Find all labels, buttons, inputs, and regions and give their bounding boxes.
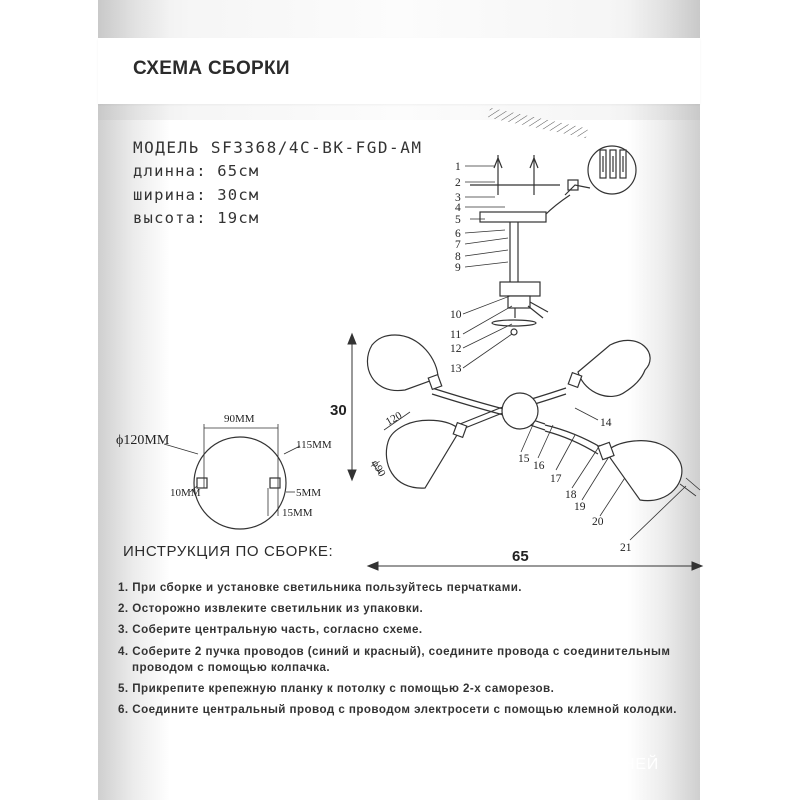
part-label-7: 7 [455,239,461,251]
part-label-1: 1 [455,161,461,173]
dim-hole-spacing: 90MM [224,413,255,425]
spec-width: ширина: 30см [133,186,260,204]
part-label-6: 6 [455,228,461,240]
part-label-15: 15 [518,453,530,465]
dim-plate-bottom: 15MM [282,507,313,519]
chandelier-body [432,388,602,454]
part-label-5: 5 [455,214,461,226]
part-label-19: 19 [574,501,586,513]
brand-logo: СЕМЬОГНЕЙ [550,756,660,773]
part-label-8: 8 [455,251,461,263]
dim-plate-slot: 5MM [296,487,322,499]
mounting-screws [470,155,560,195]
part-label-9: 9 [455,262,461,274]
ceiling-plate-plan [164,424,300,529]
page-title: СХЕМА СБОРКИ [133,58,290,79]
instruction-step-4: 4. Соберите 2 пучка проводов (синий и красный), соедините провода с соединительным проводом с помощью колпачка. [118,644,671,674]
spec-height: высота: 19см [133,209,260,227]
part-label-13: 13 [450,363,462,375]
part-label-10: 10 [450,309,462,321]
dim-shade-diameter: ϕ90 [368,458,388,479]
instruction-step-3: 3. Соберите центральную часть, согласно схеме. [118,623,423,637]
spec-length: длинна: 65см [133,162,260,180]
instructions-title: ИНСТРУКЦИЯ ПО СБОРКЕ: [123,543,334,560]
part-label-4: 4 [455,202,461,214]
part-label-20: 20 [592,516,604,528]
instruction-steps [118,580,698,723]
dim-plate-right: 115MM [296,439,332,451]
mounting-plate-assembly [480,212,548,335]
overall-width-label: 65 [512,548,529,565]
dim-plate-diameter: ϕ120MM [116,433,170,448]
ceiling-hatch [488,108,588,139]
part-label-12: 12 [450,343,462,355]
part-label-14: 14 [600,417,612,429]
model-name: МОДЕЛЬ SF3368/4C-BK-FGD-AM [133,138,423,157]
instruction-step-1: 1. При сборке и установке светильника пользуйтесь перчатками. [118,581,522,594]
wire-detail-callout [545,146,636,215]
instruction-step-6: 6. Соедините центральный провод с проводом электросети с помощью клемной колодки. [118,702,677,716]
part-label-3: 3 [455,192,461,204]
part-label-2: 2 [455,177,461,189]
dim-shade-height: 120 [383,409,405,429]
part-label-21: 21 [620,542,632,554]
part-label-11: 11 [450,329,462,341]
part-label-16: 16 [533,460,545,472]
overall-height-label: 30 [330,402,347,419]
part-label-18: 18 [565,489,577,501]
instruction-step-5: 5. Прикрепите крепежную планку к потолку с помощью 2-х саморезов. [118,681,555,695]
dim-plate-left: 10MM [170,487,201,499]
part-label-17: 17 [550,473,562,485]
instruction-step-2: 2. Осторожно извлеките светильник из упаковки. [118,602,424,616]
